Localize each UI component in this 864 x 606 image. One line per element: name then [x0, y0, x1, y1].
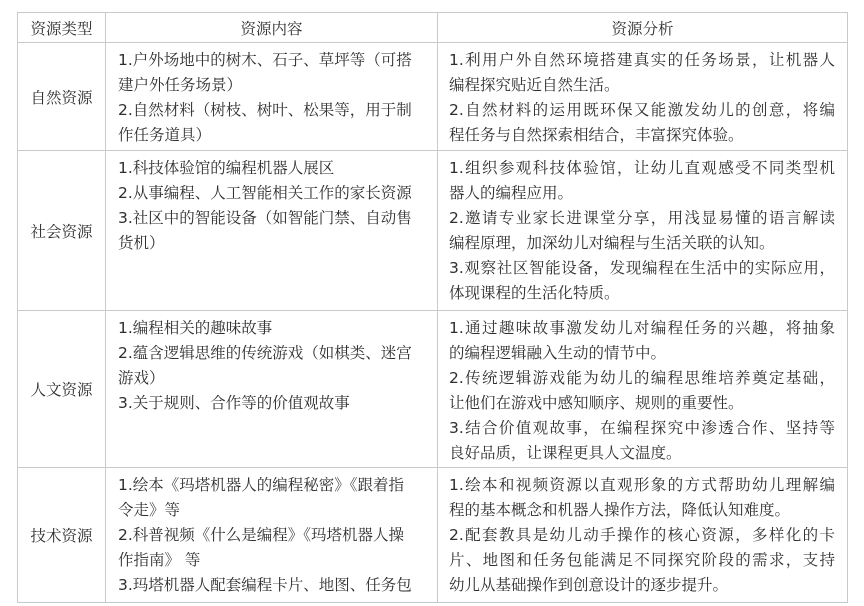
analysis-line: 3.结合价值观故事，在编程探究中渗透合作、坚持等 — [449, 419, 835, 437]
analysis-line: 编程原理，加深幼儿对编程与生活关联的认知。 — [449, 234, 775, 252]
resource-content-cell — [106, 43, 438, 151]
analysis-line: 器人的编程应用。 — [449, 184, 574, 202]
resource-type-label: 技术资源 — [30, 527, 93, 545]
resource-type-cell — [18, 311, 106, 468]
content-item — [118, 156, 427, 181]
analysis-item — [449, 256, 835, 306]
content-item — [118, 206, 427, 256]
content-item — [118, 48, 427, 98]
analysis-item — [449, 366, 835, 416]
content-item — [118, 473, 427, 523]
analysis-line: 让他们在游戏中感知顺序、规则的重要性。 — [449, 394, 744, 412]
content-item — [118, 573, 427, 598]
analysis-line: 1.绘本和视频资源以直观形象的方式帮助幼儿理解编 — [449, 476, 835, 494]
analysis-line: 2.自然材料的运用既环保又能激发幼儿的创意，将编 — [449, 101, 835, 119]
content-line: 3.关于规则、合作等的价值观故事 — [118, 394, 350, 412]
content-line: 作任务道具） — [118, 126, 212, 144]
analysis-item — [449, 523, 835, 598]
content-line: 建户外任务场景） — [118, 76, 243, 94]
analysis-item — [449, 48, 835, 98]
resource-type-cell — [18, 151, 106, 311]
content-line: 2.从事编程、人工智能相关工作的家长资源 — [118, 184, 412, 202]
analysis-line: 2.邀请专业家长进课堂分享，用浅显易懂的语言解读 — [449, 209, 835, 227]
content-line: 3.社区中的智能设备（如智能门禁、自动售 — [118, 209, 412, 227]
header-resource-content: 资源内容 — [106, 13, 438, 43]
content-line: 1.户外场地中的树木、石子、草坪等（可搭 — [118, 51, 412, 69]
analysis-line: 3.观察社区智能设备，发现编程在生活中的实际应用， — [449, 259, 835, 277]
analysis-line: 程任务与自然探索相结合，丰富探究体验。 — [449, 126, 744, 144]
analysis-line: 的编程逻辑融入生动的情节中。 — [449, 344, 667, 362]
resource-analysis-cell — [438, 43, 848, 151]
header-resource-analysis: 资源分析 — [438, 13, 848, 43]
content-line: 2.蕴含逻辑思维的传统游戏（如棋类、迷宫 — [118, 344, 412, 362]
resource-type-cell — [18, 468, 106, 603]
content-line: 游戏） — [118, 369, 165, 387]
content-line: 令走》等 — [118, 501, 181, 519]
analysis-line: 体现课程的生活化特质。 — [449, 284, 620, 302]
resource-analysis-cell — [438, 468, 848, 603]
content-line: 2.自然材料（树枝、树叶、松果等，用于制 — [118, 101, 412, 119]
content-line: 1.编程相关的趣味故事 — [118, 319, 273, 337]
content-item — [118, 341, 427, 391]
analysis-line: 片、地图和任务包能满足不同探究阶段的需求，支持 — [449, 551, 835, 569]
content-item — [118, 181, 427, 206]
analysis-line: 1.组织参观科技体验馆，让幼儿直观感受不同类型机 — [449, 159, 835, 177]
content-line: 作指南》 等 — [118, 551, 201, 569]
analysis-line: 幼儿从基础操作到创意设计的逐步提升。 — [449, 576, 729, 594]
analysis-line: 程的基本概念和机器人操作方法，降低认知难度。 — [449, 501, 791, 519]
analysis-line: 编程探究贴近自然生活。 — [449, 76, 620, 94]
content-item — [118, 316, 427, 341]
resource-type-label: 人文资源 — [30, 381, 93, 399]
resource-type-label: 社会资源 — [30, 222, 93, 241]
analysis-item — [449, 473, 835, 523]
analysis-item — [449, 156, 835, 206]
content-item — [118, 391, 427, 416]
analysis-item — [449, 316, 835, 366]
analysis-item — [449, 206, 835, 256]
content-line: 2.科普视频《什么是编程》《玛塔机器人操 — [118, 526, 405, 544]
content-line: 3.玛塔机器人配套编程卡片、地图、任务包 — [118, 576, 412, 594]
analysis-line: 2.配套教具是幼儿动手操作的核心资源，多样化的卡 — [449, 526, 835, 544]
content-line: 1.绘本《玛塔机器人的编程秘密》《跟着指 — [118, 476, 405, 494]
analysis-item — [449, 416, 835, 466]
resource-type-cell — [18, 43, 106, 151]
resource-type-label: 自然资源 — [30, 88, 93, 107]
resource-analysis-cell — [438, 151, 848, 311]
resource-analysis-cell — [438, 311, 848, 468]
analysis-line: 1.利用户外自然环境搭建真实的任务场景，让机器人 — [449, 51, 835, 69]
content-item — [118, 98, 427, 148]
analysis-line: 良好品质，让课程更具人文温度。 — [449, 444, 682, 462]
content-line: 货机） — [118, 234, 165, 252]
analysis-line: 2.传统逻辑游戏能为幼儿的编程思维培养奠定基础， — [449, 369, 835, 387]
resource-content-cell — [106, 151, 438, 311]
resource-table — [17, 12, 848, 603]
analysis-item — [449, 98, 835, 148]
content-item — [118, 523, 427, 573]
content-line: 1.科技体验馆的编程机器人展区 — [118, 159, 335, 177]
header-resource-type: 资源类型 — [18, 13, 106, 43]
resource-content-cell — [106, 311, 438, 468]
analysis-line: 1.通过趣味故事激发幼儿对编程任务的兴趣，将抽象 — [449, 319, 835, 337]
resource-content-cell — [106, 468, 438, 603]
